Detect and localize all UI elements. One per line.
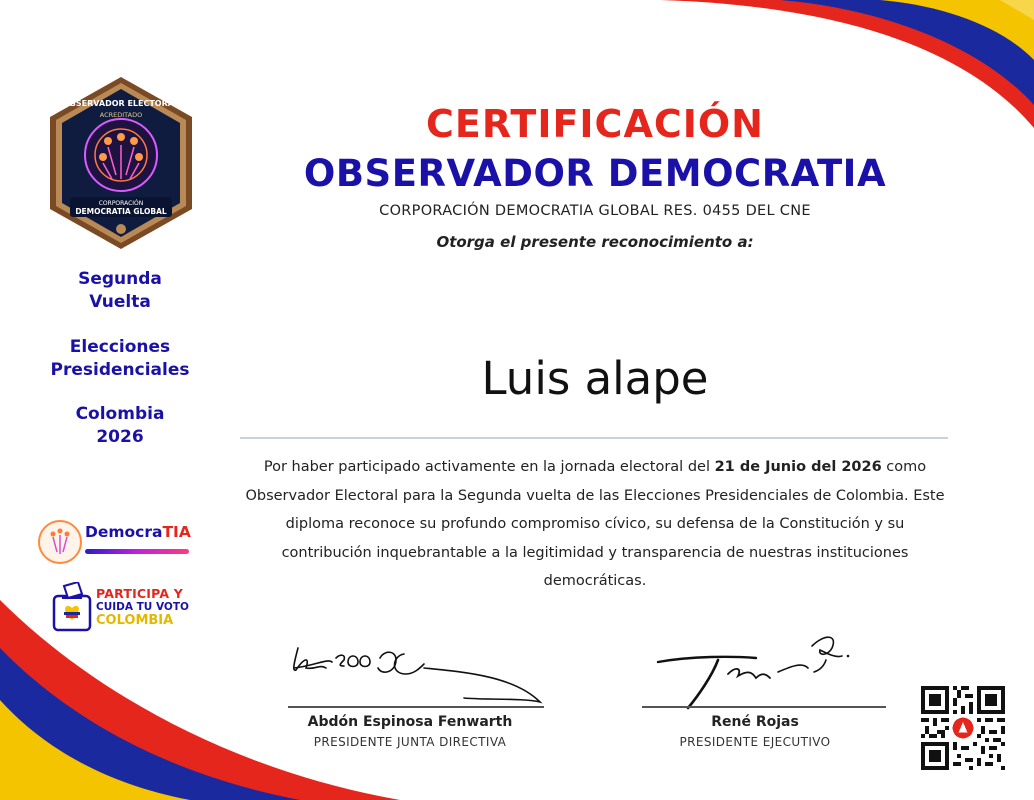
election-round-label [30, 268, 210, 313]
year-label: 2026 [96, 426, 144, 447]
signature-2-image [652, 626, 892, 712]
democratia-logo-text [85, 523, 191, 541]
certificate-title: CERTIFICACIÓN [426, 102, 764, 146]
badge-org-small: CORPORACIÓN [98, 200, 144, 207]
signature-1-role: PRESIDENTE JUNTA DIRECTIVA [313, 735, 507, 749]
democratia-underline [85, 549, 189, 554]
vote-logo-line-1: PARTICIPA Y [96, 586, 184, 601]
event-date: 21 de Junio del 2026 [714, 459, 882, 475]
election-type-label [30, 336, 210, 381]
round-line-2: Vuelta [89, 291, 151, 312]
election-line-2: Presidenciales [50, 359, 190, 380]
vote-logo-line-3: COLOMBIA [96, 613, 174, 628]
name-divider [240, 437, 948, 439]
election-line-1: Elecciones [69, 337, 171, 357]
recipient-name: Luis alape [481, 352, 709, 405]
round-line-1: Segunda [78, 269, 162, 289]
organization-line: CORPORACIÓN DEMOCRATIA GLOBAL RES. 0455 DEL CNE [379, 203, 811, 219]
observer-badge-logo [46, 75, 196, 251]
signature-1-image [284, 628, 546, 708]
democratia-suffix: TIA [162, 523, 191, 541]
signature-1-line [288, 706, 544, 708]
badge-arc-sub: ACREDITADO [99, 111, 143, 119]
badge-arc-top: OBSERVADOR ELECTORAL [62, 99, 180, 108]
verification-qr-code[interactable] [921, 686, 1005, 770]
country-label: Colombia [75, 404, 165, 424]
badge-org-name: DEMOCRATIA GLOBAL [75, 207, 167, 216]
signature-1-name: Abdón Espinosa Fenwarth [307, 714, 513, 730]
grant-statement: Otorga el presente reconocimiento a: [436, 233, 754, 251]
country-year-label [30, 403, 210, 448]
signature-2-name: René Rojas [711, 714, 799, 730]
body-part-2: como Observador Electoral para la Segunda vuelta de las Elecciones Presidenciales de Colombia. Este diploma reconoce su profundo compromiso cívico, su defensa de la Constitución y su contribución inquebrantable a la legitimidad y transparencia de nuestras instituciones democráticas. [245, 459, 945, 589]
democratia-prefix: Democra [85, 523, 163, 541]
vote-logo-line-2: CUIDA TU VOTO [96, 601, 189, 613]
certificate-subtitle: OBSERVADOR DEMOCRATIA [303, 152, 887, 195]
signature-2-role: PRESIDENTE EJECUTIVO [679, 735, 831, 749]
certificate-body [240, 453, 950, 596]
body-part-1: Por haber participado activamente en la jornada electoral del [263, 459, 715, 475]
signature-2-line [642, 706, 886, 708]
